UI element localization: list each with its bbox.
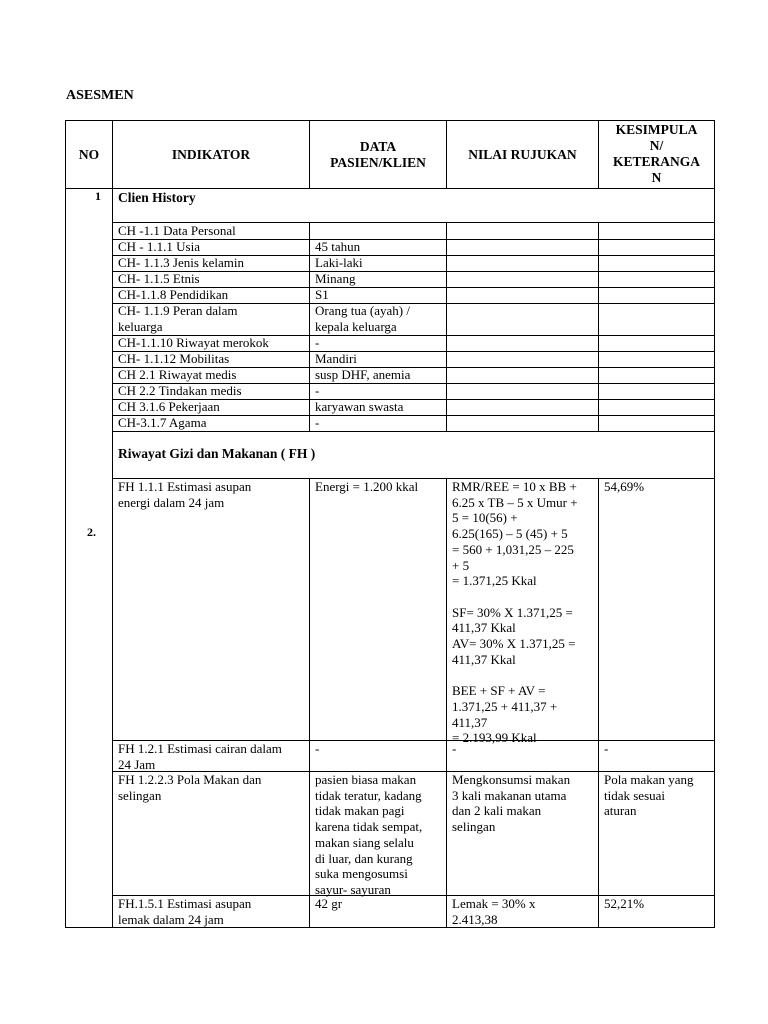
table-row-data: 42 gr: [315, 896, 343, 911]
table-row-indikator: CH- 1.1.9 Peran dalam: [118, 303, 238, 318]
table-row-indikator: FH 1.2.2.3 Pola Makan dan selingan: [118, 772, 262, 803]
header-indikator: INDIKATOR: [171, 147, 251, 162]
table-row-indikator: CH 2.1 Riwayat medis: [118, 367, 237, 382]
table-row-indikator: CH - 1.1.1 Usia: [118, 239, 200, 254]
section-1-title: Clien History: [118, 190, 196, 205]
table-border-left: [65, 120, 66, 928]
table-row-indikator: CH 2.2 Tindakan medis: [118, 383, 242, 398]
table-row-indikator: FH 1.1.1 Estimasi asupan: [118, 479, 252, 494]
table-border-top: [65, 120, 715, 121]
table-row-data: pasien biasa makan tidak teratur, kadang tidak makan pagi karena tidak sempat, makan siang selalu di luar, dan kurang suka mengosumsi sayur- sayuran: [315, 772, 423, 897]
header-no: NO: [78, 147, 100, 162]
table-row-data: 45 tahun: [315, 239, 361, 254]
table-row-nilai-rujukan: Mengkonsumsi makan 3 kali makanan utama dan 2 kali makan selingan: [452, 772, 571, 835]
header-data-pasien: DATA PASIEN/KLIEN: [330, 139, 426, 170]
column-divider: [112, 120, 113, 928]
row-divider: [112, 431, 715, 432]
table-row-indikator: keluarga: [118, 319, 163, 334]
row-divider: [112, 271, 715, 272]
table-row-indikator: CH-1.1.8 Pendidikan: [118, 287, 229, 302]
table-row-data: Mandiri: [315, 351, 357, 366]
table-row-data: Laki-laki: [315, 255, 363, 270]
column-divider: [598, 222, 599, 432]
table-row-kesimpulan: Pola makan yang tidak sesuai aturan: [604, 772, 694, 819]
table-row-data: Energi = 1.200 kkal: [315, 479, 419, 494]
column-divider: [446, 478, 447, 928]
table-row-data: -: [315, 415, 320, 430]
table-row-indikator: FH 1.2.1 Estimasi cairan dalam 24 Jam: [118, 741, 282, 772]
column-divider: [309, 478, 310, 928]
section-1-number: 1: [95, 189, 101, 203]
table-row-indikator: CH 3.1.6 Pekerjaan: [118, 399, 220, 414]
column-divider: [309, 222, 310, 432]
table-row-data: S1: [315, 287, 329, 302]
table-row-kesimpulan: 54,69%: [604, 479, 645, 494]
section-2-title: Riwayat Gizi dan Makanan ( FH ): [118, 446, 316, 461]
header-divider: [65, 188, 715, 189]
table-row-indikator: FH.1.5.1 Estimasi asupan lemak dalam 24 jam: [118, 896, 252, 927]
table-row-indikator: CH- 1.1.12 Mobilitas: [118, 351, 230, 366]
header-nilai-rujukan: NILAI RUJUKAN: [468, 147, 577, 162]
table-border-right: [714, 120, 715, 928]
table-row-indikator: CH- 1.1.5 Etnis: [118, 271, 200, 286]
header-kesimpulan: KESIMPULA N/ KETERANGA N: [612, 122, 700, 185]
row-divider: [112, 239, 715, 240]
table-row-data: Orang tua (ayah) / kepala keluarga: [315, 303, 410, 334]
section-2-number: 2.: [87, 525, 96, 539]
column-divider: [598, 478, 599, 928]
table-row-data: Minang: [315, 271, 356, 286]
table-row-nilai-rujukan: RMR/REE = 10 x BB + 6.25 x TB – 5 x Umur + 5 = 10(56) + 6.25(165) – 5 (45) + 5 = 560 + 1,031,25 – 225 + 5 = 1.371,25 Kkal SF= 30% X 1.371,25 = 411,37 Kkal AV= 30% X 1.371,25 = 411,37 Kkal BEE + SF + AV = 1.371,25 + 411,37 + 411,37 = 2.193,99 Kkal: [452, 479, 578, 746]
table-row-data: -: [315, 335, 320, 350]
table-row-data: -: [315, 383, 320, 398]
table-row-data: susp DHF, anemia: [315, 367, 411, 382]
column-divider: [446, 222, 447, 432]
table-row-nilai-rujukan: Lemak = 30% x 2.413,38: [452, 896, 536, 927]
page-title: ASESMEN: [66, 88, 134, 103]
table-row-indikator: CH-3.1.7 Agama: [118, 415, 207, 430]
table-row-data: karyawan swasta: [315, 399, 404, 414]
table-row-kesimpulan: -: [604, 741, 609, 756]
table-row-indikator: CH-1.1.10 Riwayat merokok: [118, 335, 269, 350]
table-row-data: -: [315, 741, 320, 756]
table-row-indikator: CH -1.1 Data Personal: [118, 223, 236, 238]
table-row-indikator: energi dalam 24 jam: [118, 495, 225, 510]
table-row-indikator: CH- 1.1.3 Jenis kelamin: [118, 255, 245, 270]
table-row-nilai-rujukan: -: [452, 741, 457, 756]
table-row-kesimpulan: 52,21%: [604, 896, 645, 911]
assessment-table: [65, 120, 715, 928]
